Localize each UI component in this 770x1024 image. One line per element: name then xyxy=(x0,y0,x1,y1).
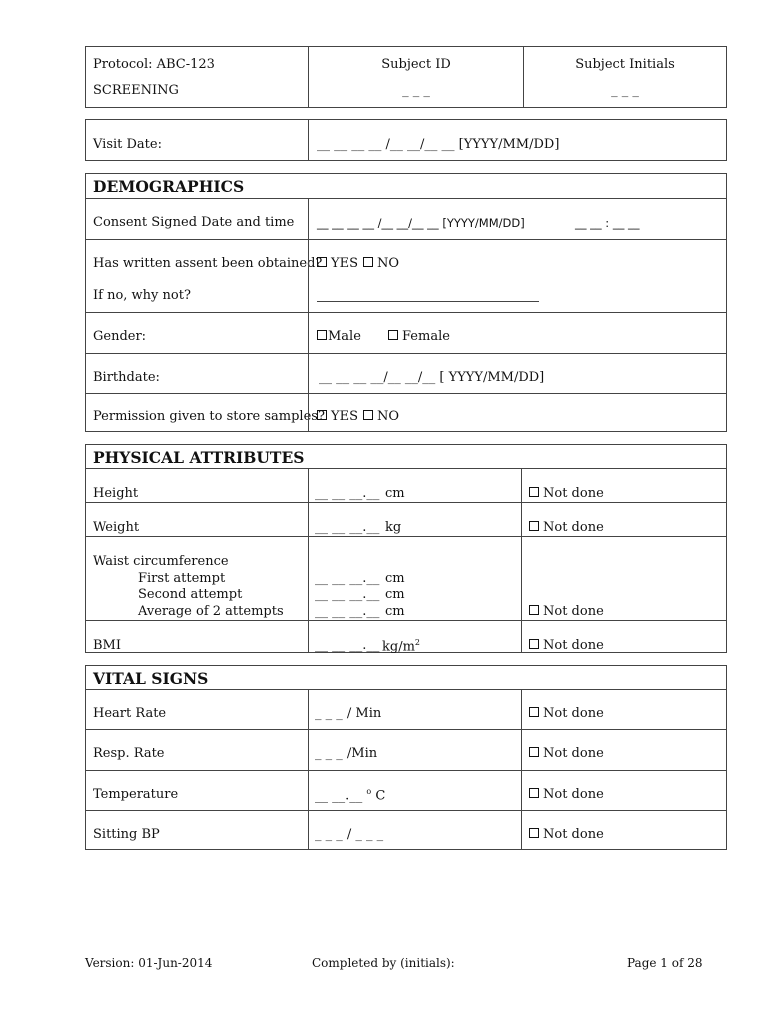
waist-second-unit: cm xyxy=(385,587,405,602)
protocol-cell xyxy=(86,47,308,107)
assent-no-option[interactable] xyxy=(363,256,399,271)
checkbox-icon[interactable] xyxy=(529,639,539,649)
subject-initials-label: Subject Initials xyxy=(575,57,675,72)
bmi-not-done[interactable]: Not done xyxy=(529,638,604,653)
visit-date-label: Visit Date: xyxy=(93,137,162,152)
birthdate-label: Birthdate: xyxy=(93,370,160,385)
gender-female-label: Female xyxy=(402,329,450,344)
weight-field[interactable]: __ __ __.__ xyxy=(315,520,380,535)
weight-label: Weight xyxy=(93,520,140,535)
checkbox-icon[interactable] xyxy=(529,747,539,757)
physical-table xyxy=(85,444,727,653)
checkbox-icon[interactable] xyxy=(529,487,539,497)
permission-yes-label: YES xyxy=(331,409,358,424)
bmi-label: BMI xyxy=(93,638,121,653)
assent-row xyxy=(86,239,726,312)
assent-yes-option[interactable] xyxy=(317,256,358,271)
birthdate-row xyxy=(86,353,726,393)
gender-male-option[interactable] xyxy=(317,329,361,344)
temperature-label: Temperature xyxy=(93,787,179,802)
sitting-bp-field[interactable]: _ _ _ / _ _ _ xyxy=(315,827,384,842)
permission-yes-option[interactable] xyxy=(317,409,358,424)
heart-rate-row xyxy=(86,689,726,729)
checkbox-icon[interactable] xyxy=(317,257,327,267)
temperature-row xyxy=(86,770,726,810)
bmi-unit: $kg/m^2$ xyxy=(382,638,420,655)
assent-label: Has written assent been obtained? xyxy=(93,256,323,271)
checkbox-icon[interactable] xyxy=(529,605,539,615)
demographics-header xyxy=(86,174,726,198)
bmi-row xyxy=(86,620,726,655)
protocol-text: Protocol: ABC-123 xyxy=(93,57,215,72)
permission-label: Permission given to store samples? xyxy=(93,409,325,424)
checkbox-icon[interactable] xyxy=(529,521,539,531)
temperature-not-done[interactable]: Not done xyxy=(529,787,604,802)
height-label: Height xyxy=(93,486,139,501)
gender-row xyxy=(86,312,726,353)
footer-version: Version: 01-Jun-2014 xyxy=(85,956,213,970)
checkbox-icon[interactable] xyxy=(529,707,539,717)
assent-no-label: NO xyxy=(377,256,400,271)
vitals-header xyxy=(86,666,726,689)
ifno-label: If no, why not? xyxy=(93,288,191,303)
gender-label: Gender: xyxy=(93,329,147,344)
gender-female-option[interactable] xyxy=(388,329,450,344)
footer-completed-by: Completed by (initials): xyxy=(312,956,455,970)
footer-page-number: Page 1 of 28 xyxy=(627,956,703,970)
waist-not-done[interactable]: Not done xyxy=(529,604,604,619)
sitting-bp-not-done[interactable]: Not done xyxy=(529,827,604,842)
header-table xyxy=(85,46,727,108)
waist-average-unit: cm xyxy=(385,604,405,619)
checkbox-icon[interactable] xyxy=(363,257,373,267)
checkbox-icon[interactable] xyxy=(529,828,539,838)
screening-text: SCREENING xyxy=(93,83,179,98)
waist-second-label: Second attempt xyxy=(138,587,243,602)
weight-row xyxy=(86,502,726,536)
consent-time-field[interactable]: __ __ : __ __ xyxy=(575,216,640,230)
resp-rate-field[interactable]: _ _ _ /Min xyxy=(315,746,378,761)
waist-first-field[interactable]: __ __ __.__ xyxy=(315,571,380,586)
resp-rate-not-done[interactable]: Not done xyxy=(529,746,604,761)
weight-unit: kg xyxy=(385,520,402,535)
checkbox-icon[interactable] xyxy=(363,410,373,420)
height-not-done[interactable]: Not done xyxy=(529,486,604,501)
consent-label: Consent Signed Date and time xyxy=(93,215,295,230)
resp-rate-row xyxy=(86,729,726,770)
subject-id-cell[interactable] xyxy=(308,47,523,107)
waist-label: Waist circumference xyxy=(93,554,229,569)
gender-male-label: Male xyxy=(328,329,361,344)
heart-rate-field[interactable]: _ _ _ / Min xyxy=(315,706,382,721)
permission-row xyxy=(86,393,726,431)
physical-title: PHYSICAL ATTRIBUTES xyxy=(93,448,305,467)
temperature-field[interactable]: __ __.__ $^o$ C xyxy=(315,787,386,804)
demographics-table xyxy=(85,173,727,432)
sitting-bp-label: Sitting BP xyxy=(93,827,160,842)
ifno-input-line[interactable] xyxy=(317,301,539,302)
checkbox-icon[interactable] xyxy=(317,410,327,420)
waist-first-unit: cm xyxy=(385,571,405,586)
checkbox-icon[interactable] xyxy=(529,788,539,798)
waist-first-label: First attempt xyxy=(138,571,226,586)
subject-initials-cell[interactable] xyxy=(523,47,726,107)
physical-header xyxy=(86,445,726,468)
heart-rate-not-done[interactable]: Not done xyxy=(529,706,604,721)
assent-yes-label: YES xyxy=(331,256,358,271)
consent-date-field[interactable]: __ __ __ __ /__ __/__ __ [YYYY/MM/DD] xyxy=(317,216,525,230)
permission-no-label: NO xyxy=(377,409,400,424)
sitting-bp-row xyxy=(86,810,726,849)
vitals-table xyxy=(85,665,727,850)
subject-initials-blank[interactable]: _ _ _ xyxy=(611,83,639,98)
consent-row xyxy=(86,198,726,239)
checkbox-icon[interactable] xyxy=(317,330,327,340)
height-field[interactable]: __ __ __.__ xyxy=(315,486,380,501)
birthdate-field[interactable]: __ __ __ __/__ __/__ [ YYYY/MM/DD] xyxy=(319,370,545,385)
height-unit: cm xyxy=(385,486,405,501)
weight-not-done[interactable]: Not done xyxy=(529,520,604,535)
waist-average-field[interactable]: __ __ __.__ xyxy=(315,604,380,619)
waist-second-field[interactable]: __ __ __.__ xyxy=(315,587,380,602)
visit-table xyxy=(85,119,727,161)
waist-average-label: Average of 2 attempts xyxy=(138,604,284,619)
heart-rate-label: Heart Rate xyxy=(93,706,167,721)
bmi-field[interactable]: __ __ __.__ xyxy=(315,638,380,653)
resp-rate-label: Resp. Rate xyxy=(93,746,165,761)
visit-date-field[interactable]: __ __ __ __ /__ __/__ __ [YYYY/MM/DD] xyxy=(317,137,560,152)
permission-no-option[interactable] xyxy=(363,409,399,424)
height-row xyxy=(86,468,726,502)
waist-row xyxy=(86,536,726,620)
checkbox-icon[interactable] xyxy=(388,330,398,340)
demographics-title: DEMOGRAPHICS xyxy=(93,177,245,196)
vitals-title: VITAL SIGNS xyxy=(93,669,209,688)
subject-id-label: Subject ID xyxy=(381,57,451,72)
subject-id-blank[interactable]: _ _ _ xyxy=(402,83,430,98)
